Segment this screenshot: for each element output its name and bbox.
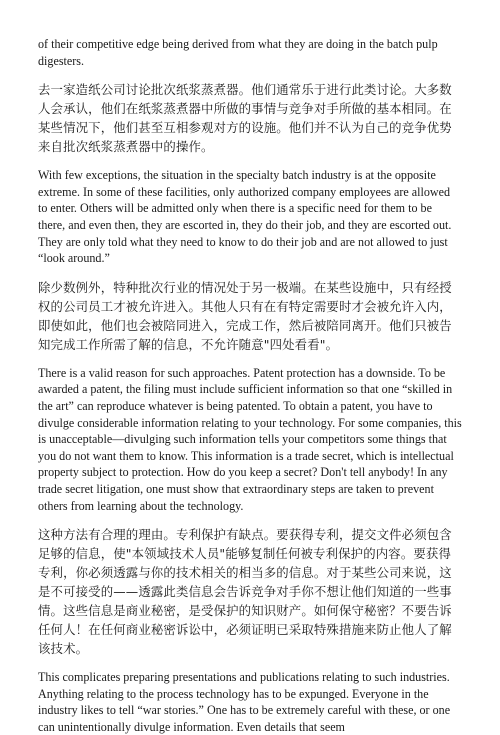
paragraph-zh-specialty-batch: 除少数例外，特种批次行业的情况处于另一极端。在某些设施中，只有经授权的公司员工才被允许进入。其他人只有在有特定需要时才会被允许入内，即使如此，他们也会被陪同进入，完成工作，然后被陪同离开。他们只被告知完成工作所需了解的信息，不允许随意"四处看看"。 — [38, 279, 452, 352]
paragraph-en-patent-protection: There is a valid reason for such approaches. Patent protection has a downside. To be awarded a patent, the filing must include sufficient information so that one “skilled in the art” can reproduce whatever is being patented. To obtain a patent, you have to divulge considerable information relating to your technology. For some companies, this is unacceptable—divulging such information tells your competitors some things that you do not want them to know. This information is a trade secret, which is intellectual property subject to protection. How do you keep a secret? Don't tell anybody! In any trade secret litigation, one must show that extraordinary steps are taken to prevent others from learning about the technology. — [38, 365, 462, 513]
paragraph-zh-patent-protection: 这种方法有合理的理由。专利保护有缺点。要获得专利，提交文件必须包含足够的信息，使"本领域技术人员"能够复制任何被专利保护的内容。要获得专利，你必须透露与你的技术相关的相当多的信息。对于某些公司来说，这是不可接受的——透露此类信息会告诉竞争对手你不想让他们知道的一些事情。这些信息是商业秘密，是受保护的知识财产。如何保守秘密？不要告诉任何人！在任何商业秘密诉讼中，必须证明已采取特殊措施来防止他人了解该技术。 — [38, 527, 452, 657]
paragraph-zh-pulp-digesters: 去一家造纸公司讨论批次纸浆蒸煮器。他们通常乐于进行此类讨论。大多数人会承认，他们在纸浆蒸煮器中所做的事情与竞争对手所做的基本相同。在某些情况下，他们甚至互相参观对方的设施。他们并不认为自己的竞争优势来自批次纸浆蒸煮器中的操作。 — [38, 82, 452, 155]
paragraph-en-specialty-batch: With few exceptions, the situation in the specialty batch industry is at the opposite extreme. In some of these facilities, only authorized company employees are allowed to enter. Others will be admitted only when there is a specific need for them to be there, and even then, they are escorted in, they do their job, and they are escorted out. They are only told what they need to know to do their job and are not allowed to just “look around.” — [38, 168, 452, 266]
document-page — [38, 36, 462, 735]
paragraph-en-continuation: of their competitive edge being derived from what they are doing in the batch pulp digesters. — [38, 37, 438, 68]
paragraph-en-presentations: This complicates preparing presentations and publications relating to such industries. Anything relating to the process technology has to be expunged. Everyone in the industry likes to tell “war stories.” One has to be extremely careful with these, or one can unintentionally divulge information. Even details that seem — [38, 670, 451, 734]
